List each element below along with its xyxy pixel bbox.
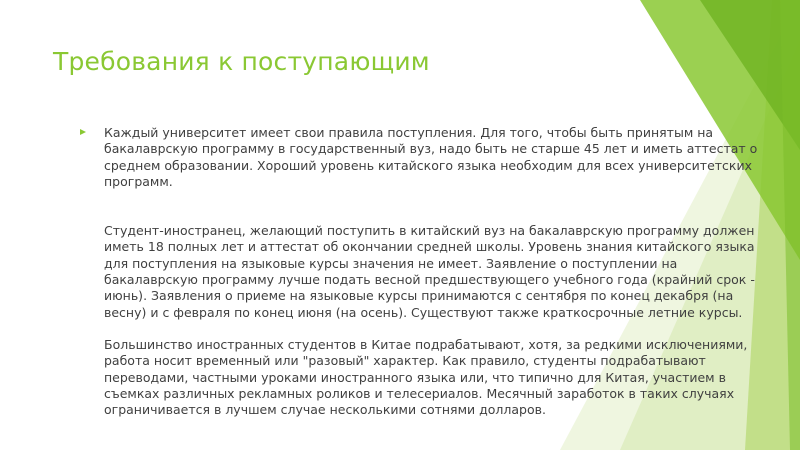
paragraph-part-time-work: Большинство иностранных студентов в Китае подрабатывают, хотя, за редкими исключениями, работа носит временный или "разовый" характер. Как правило, студенты подрабатывают переводами, частными уроками иностранного языка или, что типично для Китая, участием в съемках различных рекламных роликов и телесериалов. Месячный заработок в таких случаях ограничивается в лучшем случае несколькими сотнями долларов. [104,336,748,418]
bullet-arrow-icon [80,129,86,135]
slide-title: Требования к поступающим [53,47,430,76]
paragraph-foreign-students: Студент-иностранец, желающий поступить в китайский вуз на бакалаврскую программу должен иметь 18 полных лет и аттестат об окончании средней школы. Уровень знания китайского языка для поступления на языковые курсы значения не имеет. Заявление о поступлении на бакалаврскую программу лучше подать весной предшествующего учебного года (крайний срок - июнь). Заявления о приеме на языковые курсы принимаются с сентября по конец декабря (на весну) и с февраля по конец июня (на осень). Существуют также краткосрочные летние курсы. [104,223,755,320]
slide-body [80,125,780,418]
paragraph-admission-rules: Каждый университет имеет свои правила поступления. Для того, чтобы быть принятым на бакалаврскую программу в государственный вуз, надо быть не старше 45 лет и иметь аттестат о среднем образовании. Хороший уровень китайского языка необходим для всех университетских программ. [104,125,758,189]
